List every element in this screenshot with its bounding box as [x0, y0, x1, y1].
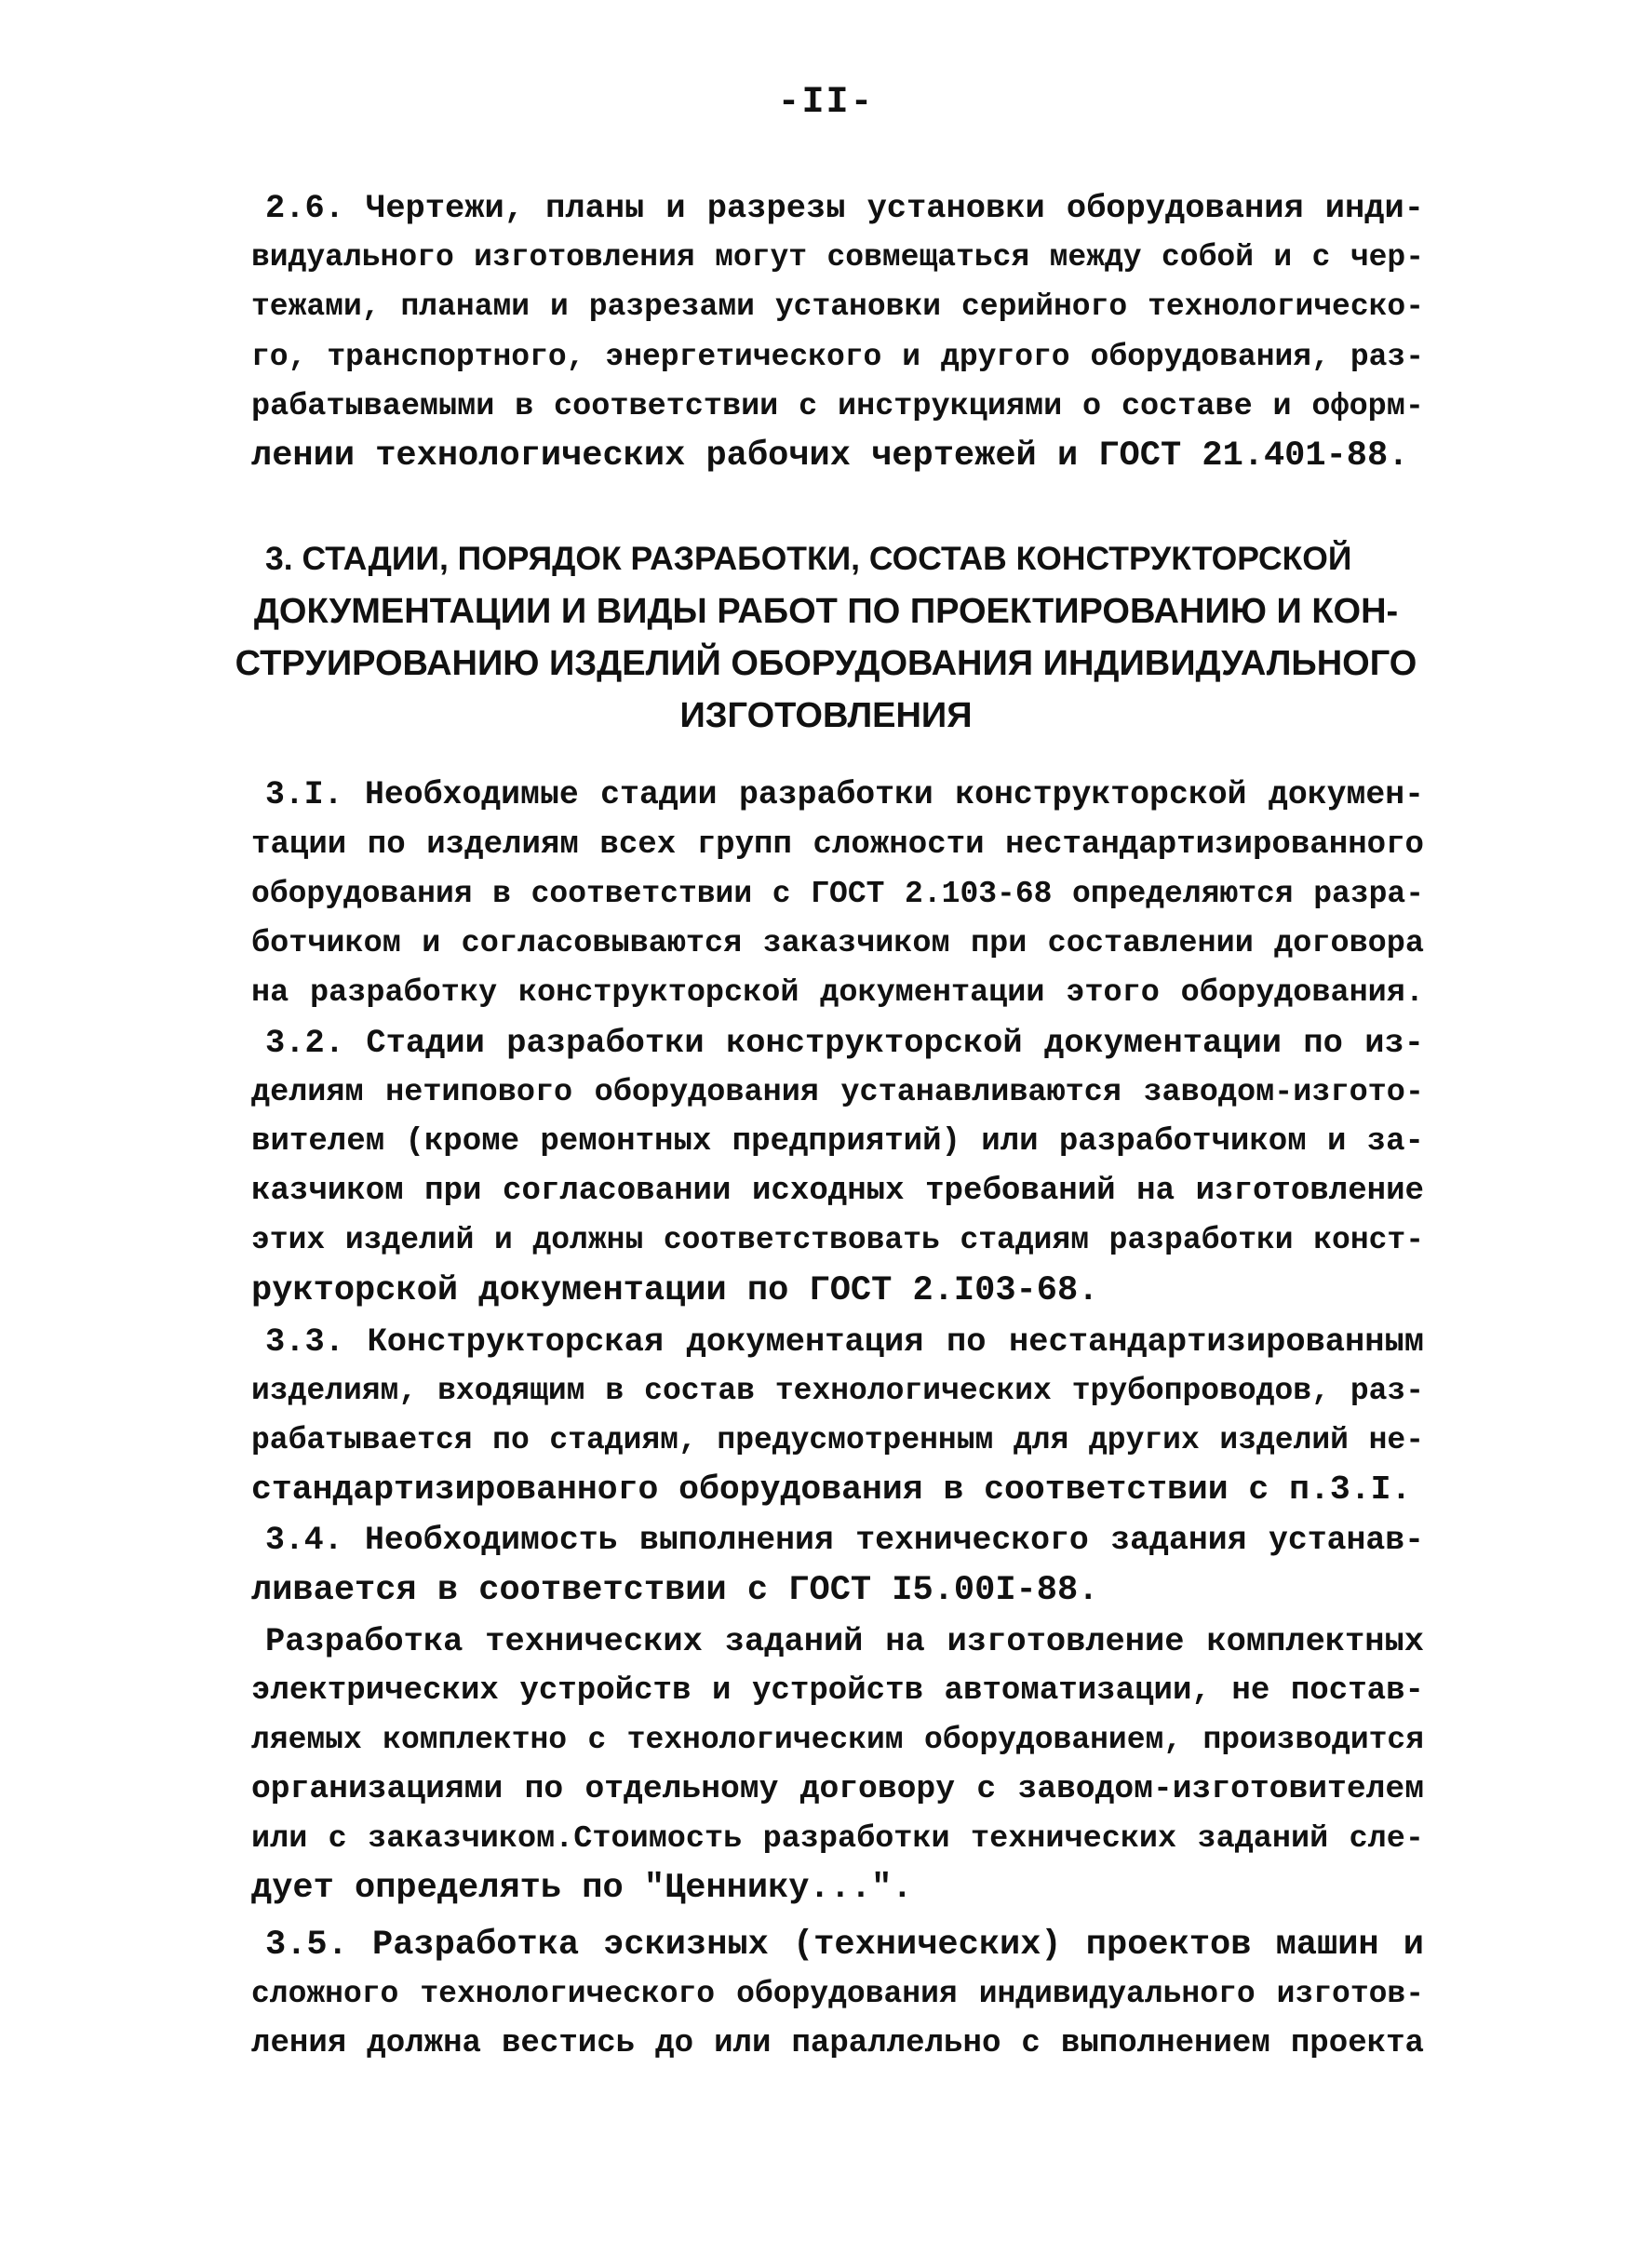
text-line: рукторской документации по ГОСТ 2.I03-68.	[251, 1271, 1099, 1310]
text-line: тации по изделиям всех групп сложности нестандартизированного	[251, 827, 1424, 863]
text-line: сложного технологического оборудования индивидуального изготов-	[251, 1977, 1424, 2011]
text-line: тежами, планами и разрезами установки серийного технологическо-	[251, 289, 1424, 324]
text-line: или с заказчиком.Стоимость разработки технических заданий сле-	[251, 1821, 1424, 1857]
text-line: вителем (кроме ремонтных предприятий) или разработчиком и за-	[251, 1124, 1424, 1160]
text-line: ления должна вестись до или параллельно с выполнением проекта	[251, 2026, 1424, 2061]
text-line: делиям нетипового оборудования устанавливаются заводом-изгото-	[251, 1075, 1424, 1110]
text-line: ливается в соответствии с ГОСТ I5.00I-88.	[251, 1571, 1099, 1610]
text-line: организациями по отдельному договору с заводом-изготовителем	[251, 1771, 1424, 1807]
page-number: -II-	[777, 82, 875, 124]
text-line: ботчиком и согласовываются заказчиком при составлении договора	[251, 926, 1424, 961]
heading-line: 3. СТАДИИ, ПОРЯДОК РАЗРАБОТКИ, СОСТАВ КОНСТРУКТОРСКОЙ	[265, 540, 1352, 577]
heading-line: ИЗГОТОВЛЕНИЯ	[679, 696, 973, 735]
text-line: электрических устройств и устройств автоматизации, не постав-	[251, 1673, 1424, 1709]
text-line: на разработку конструкторской документации этого оборудования.	[251, 975, 1424, 1011]
text-line: изделиям, входящим в состав технологических трубопроводов, раз-	[251, 1374, 1424, 1408]
text-line: рабатывается по стадиям, предусмотренным для других изделий не-	[251, 1423, 1424, 1457]
text-line: 3.I. Необходимые стадии разработки конструкторской докумен-	[265, 777, 1424, 813]
heading-line: ДОКУМЕНТАЦИИ И ВИДЫ РАБОТ ПО ПРОЕКТИРОВАНИЮ И КОН-	[253, 592, 1399, 631]
text-line: 3.3. Конструкторская документация по нестандартизированным	[265, 1323, 1424, 1361]
text-line: рабатываемыми в соответствии с инструкциями о составе и оформ-	[251, 389, 1424, 424]
text-line: Разработка технических заданий на изготовление комплектных	[265, 1623, 1424, 1660]
text-line: видуального изготовления могут совмещаться между собой и с чер-	[251, 240, 1424, 275]
text-line: этих изделий и должны соответствовать стадиям разработки конст-	[251, 1223, 1424, 1257]
text-line: оборудования в соответствии с ГОСТ 2.103-68 определяются разра-	[251, 877, 1424, 911]
text-line: стандартизированного оборудования в соответствии с п.3.I.	[251, 1470, 1412, 1509]
text-line: 3.4. Необходимость выполнения технического задания устанав-	[265, 1523, 1424, 1559]
text-line: го, транспортного, энергетического и другого оборудования, раз-	[251, 340, 1424, 374]
text-line: 3.5. Разработка эскизных (технических) проектов машин и	[265, 1926, 1424, 1965]
text-line: 2.6. Чертежи, планы и разрезы установки оборудования инди-	[265, 190, 1424, 227]
heading-line: СТРУИРОВАНИЮ ИЗДЕЛИЙ ОБОРУДОВАНИЯ ИНДИВИДУАЛЬНОГО	[235, 644, 1417, 683]
text-line: лении технологических рабочих чертежей и ГОСТ 21.401-88.	[251, 436, 1409, 476]
text-line: 3.2. Стадии разработки конструкторской документации по из-	[265, 1025, 1424, 1062]
text-line: казчиком при согласовании исходных требований на изготовление	[251, 1174, 1424, 1209]
text-line: ляемых комплектно с технологическим оборудованием, производится	[251, 1723, 1424, 1757]
text-line: дует определять по "Ценнику...".	[251, 1869, 913, 1908]
